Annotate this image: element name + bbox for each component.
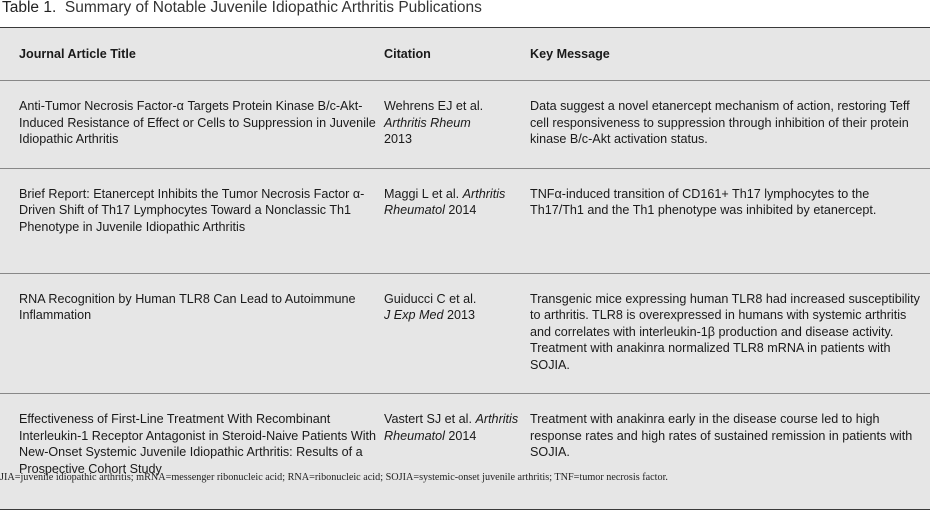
citation-journal: Arthritis Rheumatol	[384, 186, 506, 217]
citation	[384, 169, 530, 239]
citation	[384, 81, 530, 168]
column-header-citation: Citation	[384, 46, 431, 61]
table-header-row	[0, 28, 930, 81]
citation-authors: Maggi L et al.	[384, 186, 460, 201]
table-caption	[2, 0, 482, 17]
citation-year: 2013	[447, 308, 476, 322]
table-label: Table 1.	[2, 0, 57, 16]
key-message: Treatment with anakinra early in the disease course led to high response rates and high rates of sustained remission in patients with SOJIA.	[530, 412, 913, 459]
key-message: Transgenic mice expressing human TLR8 had increased susceptibility to arthritis. TLR8 is overexpressed in humans with systemic arthritis and correlates with interleukin-1β production and disease activity. Treatment with anakinra normalized TLR8 mRNA in patients with SOJIA.	[530, 291, 920, 372]
citation-authors: Vastert SJ et al.	[384, 412, 472, 426]
article-title: Anti-Tumor Necrosis Factor-α Targets Protein Kinase B/c-Akt-Induced Resistance of Effect or Cells to Suppression in Juvenile Idiopathic Arthritis	[19, 99, 376, 146]
citation-journal: Arthritis Rheumatol	[384, 412, 519, 443]
column-header-title: Journal Article Title	[19, 46, 136, 61]
citation	[384, 274, 530, 344]
key-message: TNFα-induced transition of CD161+ Th17 lymphocytes to the Th17/Th1 and the Th1 phenotype was inhibited by etanercept.	[530, 186, 877, 217]
citation	[384, 394, 530, 464]
table-footnote: JIA=juvenile idiopathic arthritis; mRNA=messenger ribonucleic acid; RNA=ribonucleic acid; SOJIA=systemic-onset juvenile arthritis; TNF=tumor necrosis factor.	[0, 472, 668, 483]
citation-journal: Arthritis Rheum	[384, 115, 471, 130]
citation-authors: Guiducci C et al.	[384, 291, 477, 306]
article-title: Effectiveness of First-Line Treatment With Recombinant Interleukin-1 Receptor Antagonist in Steroid-Naive Patients With New-Onset Systemic Juvenile Idiopathic Arthritis: Results of a Prospective Cohort Study	[19, 412, 377, 476]
table-row	[0, 168, 930, 273]
article-title: Brief Report: Etanercept Inhibits the Tumor Necrosis Factor α-Driven Shift of Th17 Lymphocytes Toward a Nonclassic Th1 Phenotype in Juvenile Idiopathic Arthritis	[19, 186, 365, 234]
publications-table	[0, 27, 930, 510]
citation-year: 2013	[384, 132, 413, 146]
table-title: Summary of Notable Juvenile Idiopathic Arthritis Publications	[64, 0, 482, 16]
article-title: RNA Recognition by Human TLR8 Can Lead to Autoimmune Inflammation	[19, 291, 356, 322]
citation-year: 2014	[448, 428, 477, 443]
table-row	[0, 394, 930, 510]
citation-year: 2014	[448, 203, 477, 217]
key-message: Data suggest a novel etanercept mechanism of action, restoring Teff cell responsiveness to suppression through inhibition of their protein kinase B/c-Akt activation status.	[530, 99, 910, 146]
citation-journal: J Exp Med	[384, 308, 444, 322]
citation-authors: Wehrens EJ et al.	[384, 99, 484, 113]
table-row	[0, 273, 930, 394]
table-row	[0, 81, 930, 169]
column-header-message: Key Message	[530, 46, 610, 61]
